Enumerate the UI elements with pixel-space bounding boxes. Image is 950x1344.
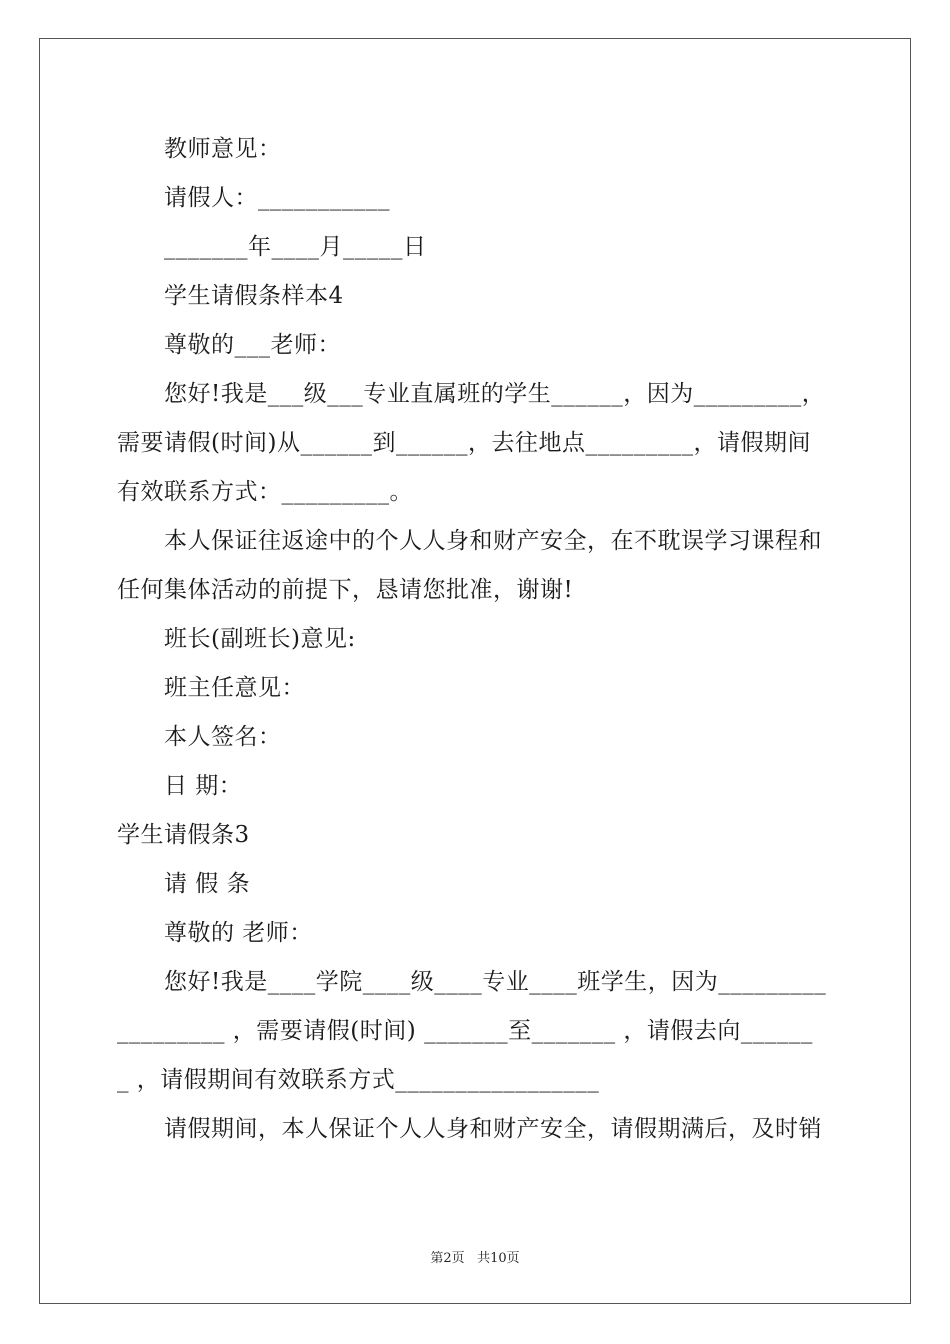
body-line: 任何集体活动的前提下，恳请您批准，谢谢! <box>117 577 574 603</box>
body-line: 本人保证往返途中的个人人身和财产安全，在不耽误学习课程和 <box>164 528 822 554</box>
date-line: _______年____月_____日 <box>164 234 427 260</box>
body-line: _________ ，需要请假(时间) _______至_______ ，请假去向______ <box>117 1018 813 1044</box>
note-title: 请 假 条 <box>164 871 251 897</box>
body-line: 需要请假(时间)从______到______，去往地点_________，请假期间 <box>117 430 811 456</box>
applicant-line: 请假人：___________ <box>164 185 390 211</box>
body-line: 您好!我是___级___专业直属班的学生______，因为_________， <box>164 381 826 407</box>
body-line: 有效联系方式：_________。 <box>117 479 413 505</box>
body-line: 请假期间，本人保证个人人身和财产安全，请假期满后，及时销 <box>164 1116 822 1142</box>
page-number: 第2页 <box>430 1251 465 1266</box>
section-heading-sample-4: 学生请假条样本4 <box>164 283 344 309</box>
teacher-opinion-line: 教师意见： <box>164 136 282 162</box>
page-footer <box>0 1247 950 1266</box>
salutation-line: 尊敬的___老师： <box>164 332 341 358</box>
section-heading-3: 学生请假条3 <box>117 822 250 848</box>
body-line: _ ，请假期间有效联系方式_________________ <box>117 1067 600 1093</box>
sign-date-line: 日 期： <box>164 773 243 799</box>
body-line: 您好!我是____学院____级____专业____班学生，因为_________ <box>164 969 827 995</box>
salutation-line: 尊敬的 老师： <box>164 920 313 946</box>
page-total: 共10页 <box>477 1251 520 1266</box>
head-teacher-opinion-line: 班主任意见： <box>164 675 305 701</box>
signature-line: 本人签名： <box>164 724 282 750</box>
document-body <box>117 125 835 1154</box>
monitor-opinion-line: 班长(副班长)意见: <box>164 626 356 652</box>
